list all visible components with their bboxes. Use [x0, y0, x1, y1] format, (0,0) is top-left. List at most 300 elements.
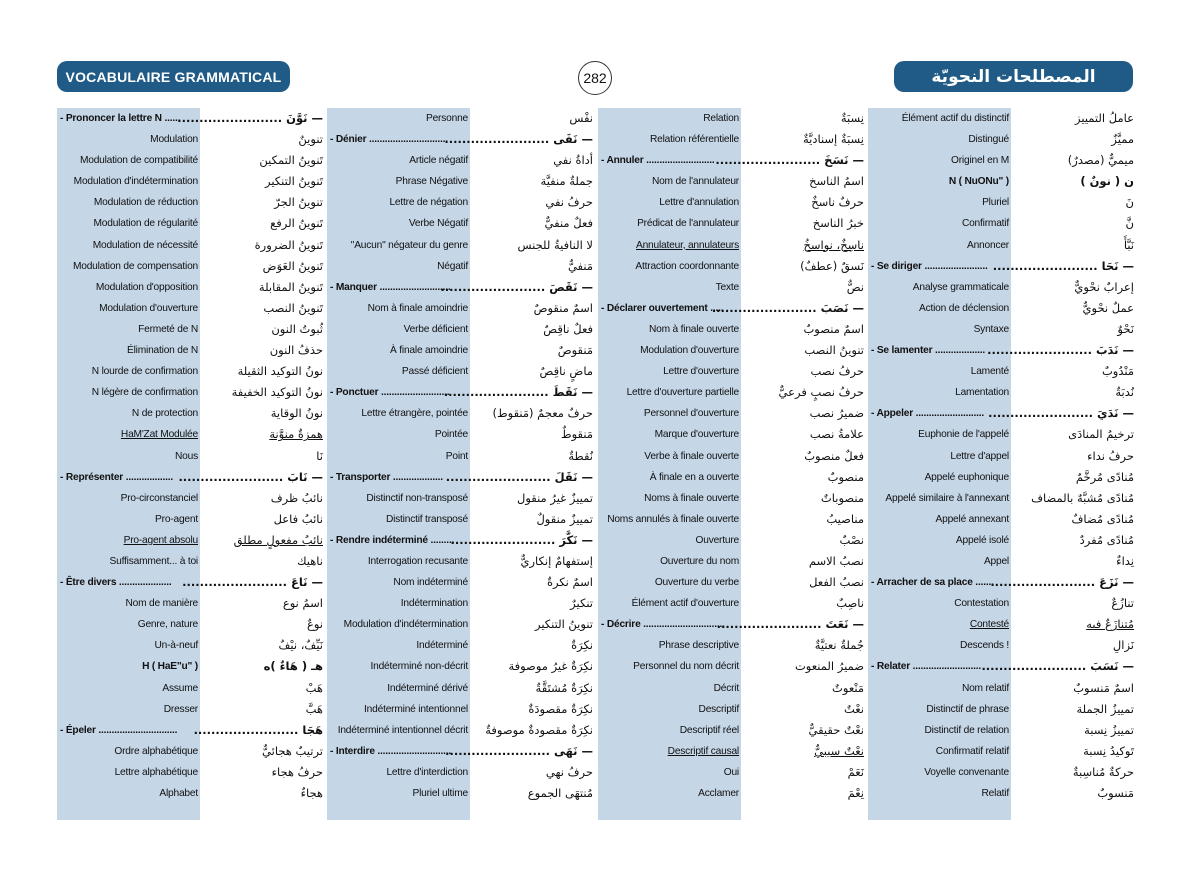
glossary-row	[57, 150, 323, 171]
arabic-term: ضميرُ نصب	[809, 406, 864, 421]
french-term: Lamentation	[955, 387, 1009, 399]
french-term: HaM'Zat Modulée	[120, 429, 198, 441]
french-term: Oui	[723, 766, 739, 778]
arabic-term: مُنتهَى الجموع	[527, 786, 593, 800]
french-term: Verbe Négatif	[408, 218, 468, 230]
arabic-term: ماضٍ ناقِصٌ	[539, 364, 593, 379]
french-term: Modulation d'indétermination	[73, 176, 198, 188]
french-term: Pro-agent absolu	[123, 534, 198, 546]
french-term: - Relater ..........................	[868, 656, 1009, 677]
arabic-term: ضميرُ المنعوت	[794, 659, 864, 674]
arabic-term: نَّ	[1125, 216, 1134, 231]
arabic-term: تنوينُ الجرّ	[274, 195, 323, 210]
glossary-row	[327, 150, 593, 171]
arabic-term: ترتيبٌ هجائيٌّ	[262, 743, 323, 758]
arabic-term: حرفُ نفي	[545, 195, 593, 210]
arabic-term: تمييزٌ غيرُ منقول	[516, 490, 593, 505]
arabic-term: مُنادًى مُفردٌ	[1079, 532, 1134, 547]
arabic-term: نَحْوٌ	[1117, 321, 1134, 336]
arabic-term: تنوينٌ	[298, 132, 323, 147]
glossary-row	[868, 551, 1134, 572]
header-right-title: المصطلحات النحويّة	[894, 61, 1133, 92]
section-heading-row	[327, 277, 593, 298]
french-term: Fermeté de N	[138, 323, 198, 335]
french-term: Voyelle convenante	[924, 766, 1009, 778]
french-term: Suffisamment... à toi	[109, 555, 198, 567]
arabic-term: نكِرَةٌ مُشتَقَّةٌ	[535, 680, 593, 695]
french-term: Pluriel ultime	[412, 788, 468, 799]
glossary-row	[57, 446, 323, 467]
glossary-row	[327, 635, 593, 656]
arabic-term: نَعَمْ	[847, 764, 864, 779]
column-3	[598, 108, 864, 820]
french-term: Indéterminé dérivé	[387, 682, 468, 694]
french-term: Genre, nature	[137, 619, 198, 631]
arabic-term: — نَاعَ ........................	[182, 575, 323, 590]
glossary-row	[327, 235, 593, 256]
french-term: N ( NuONu" )	[948, 176, 1009, 188]
arabic-term: حرفُ نداء	[1087, 448, 1134, 463]
arabic-term: — نَسَبَ ........................	[981, 659, 1134, 674]
glossary-row	[57, 741, 323, 762]
glossary-row	[57, 551, 323, 572]
french-term: Verbe déficient	[403, 323, 468, 335]
section-heading-row	[868, 340, 1134, 361]
arabic-term: حرفُ هجاء	[271, 764, 323, 779]
arabic-term: مَنقوصٌ	[557, 343, 593, 358]
section-heading-row	[598, 150, 864, 171]
glossary-row	[598, 340, 864, 361]
arabic-term: فعلٌ منصوبٌ	[804, 448, 864, 463]
glossary-row	[598, 467, 864, 488]
glossary-row	[868, 467, 1134, 488]
french-term: Modulation d'opposition	[95, 281, 198, 293]
glossary-row	[327, 192, 593, 213]
french-term: Noms annulés à finale ouverte	[607, 513, 739, 525]
glossary-row	[57, 488, 323, 509]
glossary-row	[57, 762, 323, 783]
french-term: Indéterminé intentionnel	[364, 703, 468, 715]
french-term: Élément actif d'ouverture	[631, 598, 739, 610]
french-term: Verbe à finale ouverte	[644, 450, 739, 462]
arabic-term: تَوكيدُ نِسبة	[1083, 743, 1134, 758]
arabic-term: تنوينُ التنكير	[534, 617, 593, 632]
arabic-term: تَنوينُ التمكين	[259, 153, 323, 168]
glossary-row	[868, 614, 1134, 635]
french-term: - Appeler ..........................	[868, 403, 1009, 424]
glossary-row	[868, 678, 1134, 699]
glossary-row	[598, 192, 864, 213]
glossary-row	[57, 678, 323, 699]
header-left-title: VOCABULAIRE GRAMMATICAL	[57, 61, 290, 92]
french-term: - Déclarer ouvertement .....	[598, 298, 739, 319]
french-term: Confirmatif	[961, 218, 1009, 230]
glossary-row	[868, 762, 1134, 783]
glossary-row	[598, 509, 864, 530]
glossary-row	[868, 509, 1134, 530]
arabic-term: نونُ التوكيد الخفيفة	[231, 385, 323, 400]
glossary-row	[598, 446, 864, 467]
arabic-term: اسمٌ مَنسوبٌ	[1073, 680, 1134, 695]
french-term: Descriptif causal	[667, 745, 739, 757]
arabic-term: حرفُ نصب	[810, 364, 864, 379]
glossary-row	[57, 171, 323, 192]
glossary-row	[598, 593, 864, 614]
glossary-row	[598, 572, 864, 593]
arabic-term: تَنوينُ الضرورة	[254, 237, 323, 252]
french-term: Phrase Négative	[395, 176, 468, 188]
french-term: Article négatif	[409, 155, 468, 167]
french-term: Indéterminé intentionnel décrit	[337, 724, 468, 736]
glossary-row	[868, 129, 1134, 150]
french-term: Descriptif réel	[679, 724, 739, 736]
section-heading-row	[868, 403, 1134, 424]
arabic-term: تَنوينُ المقابلة	[258, 279, 323, 294]
arabic-term: — نَقَطَ ........................	[443, 385, 593, 400]
arabic-term: نائبُ فاعل	[273, 511, 323, 526]
french-term: Contestation	[954, 598, 1009, 610]
french-term: Lettre d'ouverture partielle	[626, 387, 739, 399]
arabic-term: — نَسَخَ ........................	[715, 153, 864, 168]
french-term: Personnel d'ouverture	[643, 408, 739, 420]
glossary-row	[598, 235, 864, 256]
french-term: Ouverture du nom	[660, 555, 739, 567]
glossary-row	[598, 656, 864, 677]
arabic-term: نعْتٌ	[843, 701, 864, 716]
french-term: Élément actif du distinctif	[901, 113, 1009, 124]
arabic-term: تمييزُ نِسبة	[1084, 722, 1134, 737]
french-term: Texte	[715, 281, 739, 293]
french-term: Attraction coordonnante	[635, 260, 739, 272]
glossary-row	[57, 235, 323, 256]
glossary-row	[327, 256, 593, 277]
glossary-row	[327, 424, 593, 445]
french-term: Confirmatif relatif	[935, 745, 1009, 757]
french-term: - Manquer ...........................	[327, 277, 468, 298]
french-term: Contesté	[969, 619, 1009, 631]
glossary-row	[57, 403, 323, 424]
french-term: - Prononcer la lettre N ......	[57, 108, 198, 129]
arabic-term: ثُبوتُ النون	[271, 321, 323, 336]
arabic-term: جملةٌ منفيَّة	[540, 174, 593, 189]
arabic-term: — نَقَلَ ........................	[445, 469, 593, 484]
glossary-row	[327, 319, 593, 340]
arabic-term: مُنادًى مُشبَّهٌ بالمضاف	[1031, 490, 1134, 505]
glossary-row	[327, 340, 593, 361]
glossary-row	[327, 678, 593, 699]
french-term: H ( HaE"u" )	[142, 661, 198, 673]
french-term: Point	[445, 450, 468, 462]
arabic-term: إستفهامٌ إنكاريٌّ	[520, 553, 593, 568]
french-term: Relation référentielle	[649, 134, 739, 146]
arabic-term: اسمٌ منقوصٌ	[533, 300, 593, 315]
french-term: "Aucun" négateur du genre	[350, 239, 468, 251]
glossary-row	[598, 403, 864, 424]
glossary-row	[57, 277, 323, 298]
french-term: Lettre d'annulation	[659, 197, 739, 209]
glossary-row	[868, 171, 1134, 192]
arabic-term: نَ	[1125, 195, 1134, 210]
french-term: Décrit	[713, 682, 739, 694]
glossary-row	[868, 150, 1134, 171]
column-rows	[868, 108, 1134, 804]
arabic-term: هجاءٌ	[300, 786, 323, 800]
glossary-row	[57, 614, 323, 635]
french-term: Distinctif non-transposé	[366, 492, 468, 504]
arabic-term: هَجَا ........................	[193, 722, 323, 737]
french-term: Un-à-neuf	[154, 640, 198, 652]
arabic-term: منصوبٌ	[827, 469, 864, 484]
arabic-term: أداةُ نفي	[553, 153, 593, 168]
french-term: - Représenter ..................	[57, 467, 198, 488]
glossary-row	[868, 720, 1134, 741]
arabic-term: هَبَّ	[305, 701, 323, 716]
french-term: Lettre d'ouverture	[663, 366, 739, 378]
glossary-row	[868, 699, 1134, 720]
arabic-term: حذفُ النون	[269, 343, 323, 358]
section-heading-row	[57, 467, 323, 488]
glossary-row	[327, 108, 593, 129]
french-term: Modulation	[150, 134, 198, 146]
french-term: À finale amoindrie	[390, 345, 468, 357]
arabic-term: — نَفَى ........................	[444, 132, 593, 147]
glossary-row	[598, 424, 864, 445]
glossary-row	[327, 213, 593, 234]
glossary-row	[868, 783, 1134, 804]
glossary-row	[327, 572, 593, 593]
arabic-term: إعرابٌ نحْويٌّ	[1074, 279, 1134, 294]
glossary-row	[57, 340, 323, 361]
french-term: - Rendre indéterminé .........	[327, 530, 468, 551]
glossary-row	[327, 488, 593, 509]
arabic-term: — نَصَبَ ........................	[711, 300, 864, 315]
glossary-row	[327, 783, 593, 804]
french-term: Originel en M	[951, 155, 1009, 167]
glossary-row	[868, 213, 1134, 234]
section-heading-row	[57, 108, 323, 129]
french-term: Noms à finale ouverte	[644, 492, 739, 504]
french-term: Nom de manière	[125, 598, 198, 610]
arabic-term: مُنادًى مُرخَّمٌ	[1075, 469, 1134, 484]
arabic-term: حرفٌ ناسخٌ	[811, 195, 864, 210]
glossary-row	[327, 656, 593, 677]
french-term: - Transporter ...................	[327, 467, 468, 488]
arabic-term: نِداءٌ	[1116, 553, 1134, 568]
french-term: Distinctif transposé	[385, 513, 468, 525]
arabic-term: نونُ التوكيد الثقيلة	[237, 364, 323, 379]
glossary-row	[598, 635, 864, 656]
arabic-term: تَنوينُ العَوَض	[262, 258, 323, 273]
glossary-row	[598, 319, 864, 340]
glossary-row	[868, 108, 1134, 129]
arabic-term: همزةٌ منوَّنة	[269, 427, 323, 442]
glossary-row	[57, 192, 323, 213]
glossary-row	[598, 530, 864, 551]
glossary-row	[598, 108, 864, 129]
glossary-row	[598, 551, 864, 572]
glossary-row	[57, 319, 323, 340]
french-term: - Annuler ..........................	[598, 150, 739, 171]
french-term: À finale en a ouverte	[649, 471, 739, 483]
arabic-term: مناصيبُ	[826, 511, 864, 526]
french-term: Nom relatif	[961, 682, 1009, 694]
french-term: N de protection	[131, 408, 198, 420]
french-term: Descriptif	[698, 703, 739, 715]
arabic-term: ناصِبٌ	[836, 596, 864, 611]
french-term: Relation	[703, 113, 739, 124]
arabic-term: حركةٌ مُناسِبةٌ	[1072, 764, 1134, 779]
arabic-term: — نَوَّنَ ........................	[177, 111, 323, 125]
glossary-row	[598, 741, 864, 762]
section-heading-row	[868, 572, 1134, 593]
glossary-row	[327, 361, 593, 382]
arabic-term: مُتنازَعٌ فيه	[1086, 617, 1134, 632]
section-heading-row	[57, 572, 323, 593]
glossary-row	[598, 129, 864, 150]
arabic-term: نصٌّ	[846, 279, 864, 294]
glossary-row	[868, 382, 1134, 403]
glossary-row	[327, 720, 593, 741]
french-term: Modulation de régularité	[93, 218, 198, 230]
french-term: Appelé euphonique	[924, 471, 1009, 483]
french-term: Appelé isolé	[955, 534, 1009, 546]
arabic-term: — نَدَيَ ........................	[988, 406, 1134, 421]
arabic-term: حرفُ نصبٍ فرعيٌّ	[778, 385, 864, 400]
arabic-term: نصْبٌ	[839, 532, 864, 547]
arabic-term: مَنقوطٌ	[560, 427, 593, 442]
column-2	[327, 108, 593, 820]
arabic-term: مميَّزٌ	[1111, 132, 1134, 147]
glossary-row	[598, 277, 864, 298]
arabic-term: — نَدَبَ ........................	[987, 343, 1134, 358]
arabic-term: عاملُ التمييز	[1075, 111, 1134, 125]
french-term: Euphonie de l'appelé	[918, 429, 1009, 441]
glossary-row	[598, 720, 864, 741]
arabic-term: — نَحَا ........................	[992, 258, 1134, 273]
arabic-term: تَنوينُ التنكير	[264, 174, 323, 189]
arabic-term: ناسِخٌ، نواسخُ	[803, 237, 864, 252]
arabic-term: نِسبَةٌ	[840, 111, 864, 125]
french-term: Indéterminé non-décrit	[370, 661, 468, 673]
arabic-term: مُنادًى مُضافٌ	[1071, 511, 1134, 526]
arabic-term: اسمٌ منصوبٌ	[803, 321, 864, 336]
arabic-term: نفْس	[569, 111, 593, 125]
glossary-row	[868, 361, 1134, 382]
arabic-term: اسمٌ نكرةٌ	[546, 575, 593, 590]
glossary-row	[57, 361, 323, 382]
french-term: Pointée	[434, 429, 468, 441]
glossary-row	[327, 614, 593, 635]
glossary-row	[868, 319, 1134, 340]
french-term: Modulation d'ouverture	[99, 302, 198, 314]
french-term: Interrogation recusante	[367, 555, 468, 567]
arabic-term: نكِرَةٌ غيرُ موصوفة	[508, 659, 593, 674]
french-term: - Dénier ..............................	[327, 129, 468, 150]
french-term: N légère de confirmation	[91, 387, 198, 399]
arabic-term: تنازُعٌ	[1111, 596, 1134, 611]
french-term: Pro-agent	[155, 513, 198, 525]
glossary-row	[57, 213, 323, 234]
glossary-row	[57, 783, 323, 804]
french-term: Passé déficient	[401, 366, 468, 378]
french-term: Dresser	[163, 703, 198, 715]
arabic-term: علامةُ نصب	[809, 427, 864, 442]
glossary-row	[868, 635, 1134, 656]
arabic-term: خبرُ الناسخ	[812, 216, 864, 231]
glossary-row	[598, 256, 864, 277]
arabic-term: نوعٌ	[306, 617, 323, 632]
french-term: Modulation de compatibilité	[79, 155, 198, 167]
french-term: Lettre d'appel	[950, 450, 1009, 462]
arabic-term: نائبُ مفعولٍ مطلق	[233, 532, 323, 547]
section-heading-row	[327, 741, 593, 762]
french-term: Appelé annexant	[935, 513, 1009, 525]
arabic-term: تنوينُ النصب	[804, 343, 864, 358]
french-term: Lettre de négation	[389, 197, 468, 209]
glossary-row	[57, 635, 323, 656]
arabic-term: نصبُ الاسم	[808, 553, 864, 568]
glossary-row	[868, 741, 1134, 762]
section-heading-row	[868, 656, 1134, 677]
column-rows	[327, 108, 593, 804]
french-term: Nom indéterminé	[393, 577, 468, 589]
french-term: Modulation d'indétermination	[343, 619, 468, 631]
glossary-row	[868, 277, 1134, 298]
french-term: Annulateur, annulateurs	[635, 239, 739, 251]
french-term: Assume	[162, 682, 198, 694]
arabic-term: — نَقَصَ ........................	[440, 279, 593, 294]
arabic-term: حرفٌ معجمٌ (مَنقوط)	[492, 406, 593, 421]
french-term: Nom à finale amoindrie	[367, 302, 468, 314]
french-term: Nous	[175, 450, 198, 462]
section-heading-row	[327, 467, 593, 488]
arabic-term: نَا	[316, 448, 323, 463]
glossary-row	[57, 530, 323, 551]
glossary-row	[327, 298, 593, 319]
section-heading-row	[868, 256, 1134, 277]
french-term: - Être divers ....................	[57, 572, 198, 593]
arabic-term: — نَزَعَ ........................	[990, 575, 1134, 590]
french-term: Nom à finale ouverte	[648, 323, 739, 335]
arabic-term: منصوباتٌ	[820, 490, 864, 505]
french-term: Personne	[425, 113, 468, 124]
glossary-row	[598, 678, 864, 699]
glossary-row	[57, 129, 323, 150]
glossary-row	[57, 509, 323, 530]
glossary-row	[327, 403, 593, 424]
arabic-term: هـ ( هَاءٌ )ه	[263, 659, 323, 674]
french-term: Appel	[983, 555, 1009, 567]
glossary-row	[57, 256, 323, 277]
arabic-term: — نَكَّرَ ........................	[450, 532, 593, 547]
section-heading-row	[327, 530, 593, 551]
french-term: Élimination de N	[127, 345, 198, 357]
french-term: Appelé similaire à l'annexant	[885, 492, 1009, 504]
arabic-term: مَنسوبٌ	[1097, 786, 1134, 800]
glossary-row	[598, 762, 864, 783]
arabic-term: حرفُ نهي	[545, 764, 593, 779]
french-term: Distinctif de relation	[924, 724, 1009, 736]
section-heading-row	[327, 382, 593, 403]
glossary-row	[327, 171, 593, 192]
french-term: Modulation de réduction	[93, 197, 198, 209]
french-term: Indéterminé	[416, 640, 468, 652]
french-term: Négatif	[437, 260, 468, 272]
french-term: Pluriel	[982, 197, 1009, 209]
arabic-term: نائبُ ظرف	[270, 490, 323, 505]
glossary-row	[598, 382, 864, 403]
glossary-row	[868, 192, 1134, 213]
